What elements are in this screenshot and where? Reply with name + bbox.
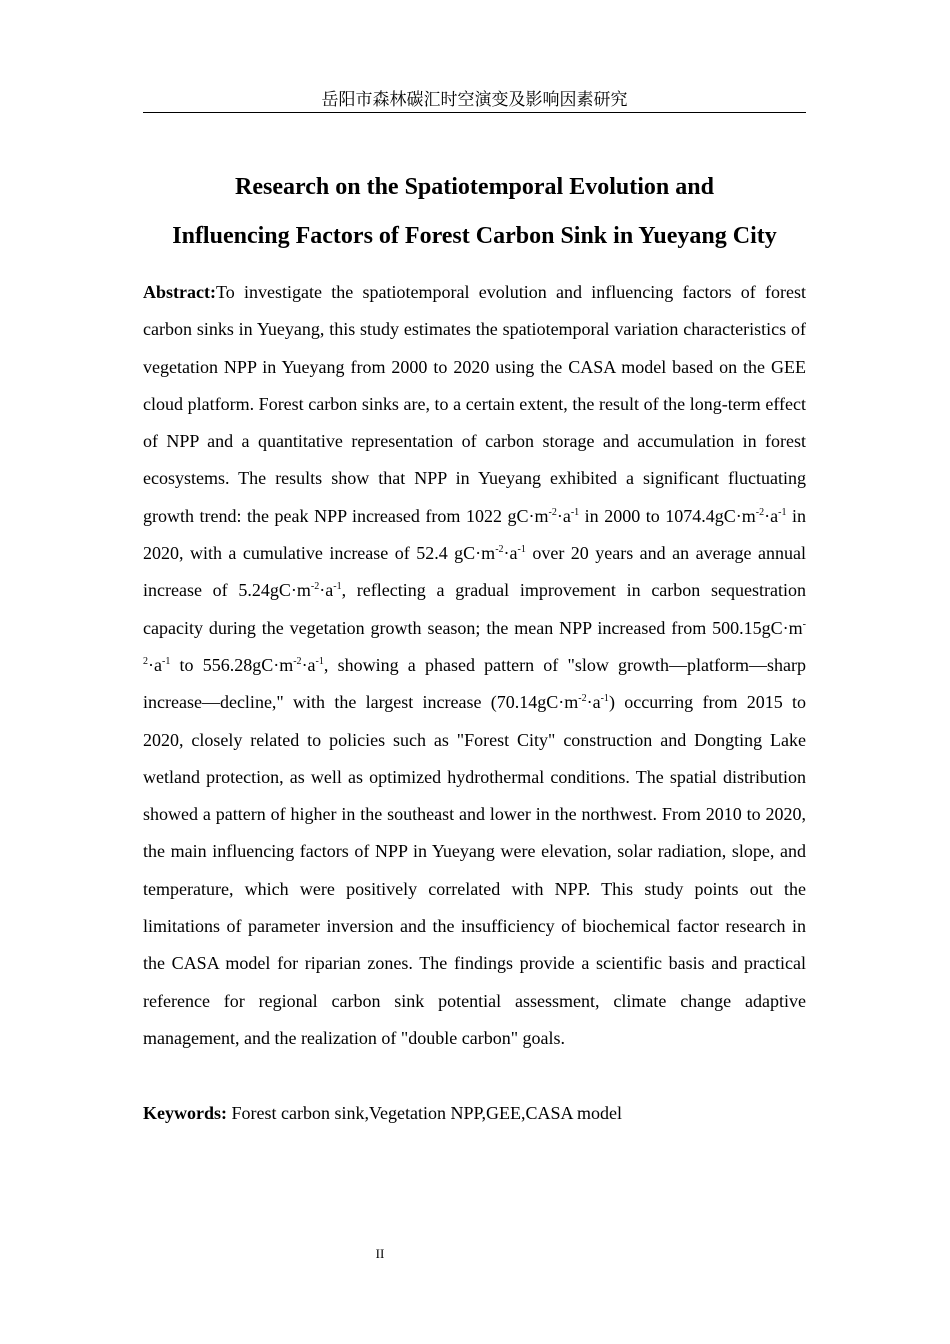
- keywords-section: [143, 1098, 806, 1128]
- unit-exponent: -2: [293, 655, 302, 667]
- page-number: II: [375, 1246, 385, 1261]
- abstract-text-5: , reflecting a gradual improvement in carbon sequestration capacity during the vegetation growth season; the mean NPP increased from 500.15gC·m: [143, 580, 806, 638]
- keywords-text: Forest carbon sink,Vegetation NPP,GEE,CASA model: [227, 1103, 622, 1123]
- title-line-2: Influencing Factors of Forest Carbon Sink in Yueyang City: [172, 223, 777, 249]
- unit-exponent: -1: [778, 506, 787, 518]
- unit-exponent: -2: [495, 544, 504, 556]
- abstract-text-6: to 556.28gC·m: [170, 654, 294, 675]
- unit-text: ·a: [301, 654, 316, 675]
- unit-text: ·a: [319, 580, 334, 601]
- unit-exponent: -1: [315, 655, 324, 667]
- abstract-text-4: over 20 years and an average annual increase of 5.24gC·m: [143, 543, 806, 601]
- unit-exponent: -1: [517, 544, 526, 556]
- unit-text: ·a: [148, 654, 162, 675]
- unit-exponent: -1: [161, 655, 171, 667]
- abstract-text-7: , showing a phased pattern of "slow growth—platform—sharp increase—decline," with the largest increase (70.14gC·m: [143, 654, 806, 713]
- unit-exponent: -2: [310, 581, 320, 593]
- unit-text: ·a: [503, 543, 518, 564]
- unit-exponent: -2: [755, 506, 765, 518]
- unit-text: ·a: [556, 505, 571, 526]
- keywords-label: Keywords:: [143, 1103, 227, 1123]
- abstract-label: Abstract:: [143, 282, 216, 302]
- unit-exponent: -2: [548, 506, 557, 518]
- abstract-text-1: To investigate the spatiotemporal evolution and influencing factors of forest carbon sinks in Yueyang, this study estimates the spatiotemporal variation characteristics of vegetation NPP in Yueyang from 2000 to 2020 using the CASA model based on the GEE cloud platform. Forest carbon sinks are, to a certain extent, the result of the long-term effect of NPP and a quantitative representation of carbon storage and accumulation in forest ecosystems. The results show that NPP in Yueyang exhibited a significant fluctuating growth trend: the peak NPP increased from 1022 gC·m: [143, 282, 806, 526]
- abstract-text-3: in 2020, with a cumulative increase of 52.4 gC·m: [143, 505, 806, 564]
- unit-exponent: -1: [570, 506, 580, 518]
- title-line-1: Research on the Spatiotemporal Evolution and: [235, 174, 714, 200]
- abstract-paragraph: [143, 274, 806, 1057]
- unit-exponent: -1: [333, 581, 342, 593]
- unit-exponent: -2: [143, 618, 806, 667]
- abstract-section: [143, 274, 806, 1057]
- abstract-text-2: in 2000 to 1074.4gC·m: [579, 505, 756, 526]
- paper-title: [143, 163, 806, 261]
- unit-text: ·a: [586, 692, 601, 713]
- unit-exponent: -1: [600, 693, 609, 705]
- abstract-text-8: ) occurring from 2015 to 2020, closely related to policies such as "Forest City" construction and Dongting Lake wetland protection, as well as optimized hydrothermal conditions. The spatial distribution showed a pattern of higher in the southeast and lower in the northwest. From 2010 to 2020, the main influencing factors of NPP in Yueyang were elevation, solar radiation, slope, and temperature, which were positively correlated with NPP. This study points out the limitations of parameter inversion and the insufficiency of biochemical factor research in the CASA model for riparian zones. The findings provide a scientific basis and practical reference for regional carbon sink potential assessment, climate change adaptive management, and the realization of "double carbon" goals.: [143, 692, 807, 1048]
- unit-text: ·a: [764, 505, 779, 526]
- running-header: 岳阳市森林碳汇时空演变及影响因素研究: [143, 88, 806, 113]
- unit-exponent: -2: [578, 693, 587, 705]
